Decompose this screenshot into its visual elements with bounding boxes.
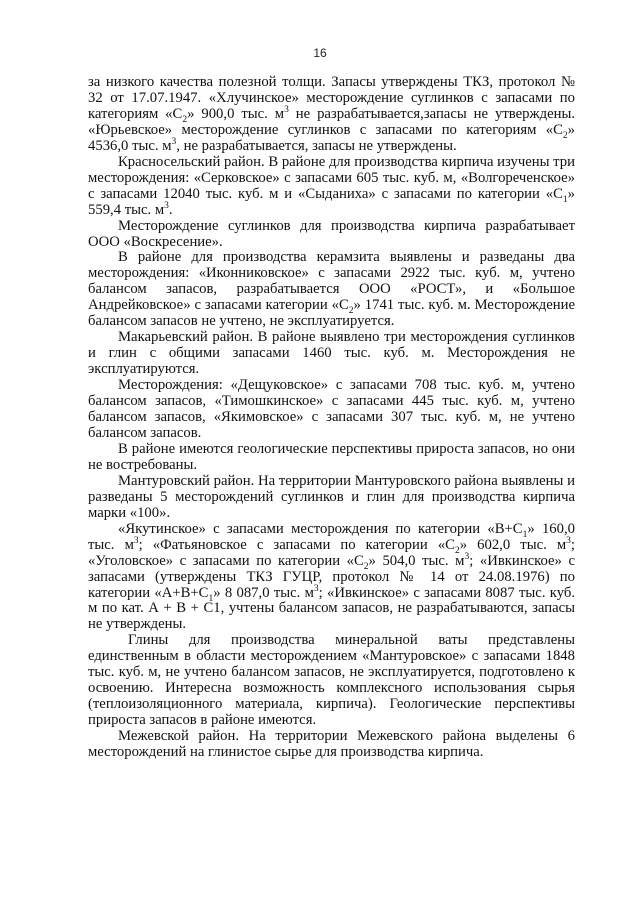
page-number: 16 bbox=[313, 46, 327, 60]
paragraph-3: Месторождение суглинков для производства кирпича разрабатывает ООО «Воскресение». bbox=[88, 217, 575, 250]
paragraph-5: Макарьевский район. В районе выявлено три месторождения суглинков и глин с общими запасами 1460 тыс. куб. м. Месторождения не эксплуатируются. bbox=[88, 329, 575, 378]
paragraph-11: Межевской район. На территории Межевского района выделены 6 месторождений на глинистое сырье для производства кирпича. bbox=[88, 728, 575, 761]
paragraph-1: за низкого качества полезной толщи. Запасы утверждены ТКЗ, протокол № 32 от 17.07.1947. «Хлучинское» месторождение суглинков с запасами по категориям «$С_2$» 900,0 тыс. $м^3$ не разрабатывается,запасы не утверждены. «Юрьевское» месторождение суглинков с запасами по категориям «$С_2$» 4536,0 тыс. $м^3$, не разрабатывается, запасы не утверждены. bbox=[88, 74, 575, 154]
document-body bbox=[88, 75, 575, 761]
paragraph-4: В районе для производства керамзита выявлены и разведаны два месторождения: «Иконниковское» с запасами 2922 тыс. куб. м, учтено балансом запасов, разрабатывается ООО «РОСТ», и «Большое Андрейковское» с запасами категории «$С_2$» 1741 тыс. куб. м. Месторождение балансом запасов не учтено, не эксплуатируется. bbox=[88, 249, 575, 330]
paragraph-8: Мантуровский район. На территории Мантуровского района выявлены и разведаны 5 месторождений суглинков и глин для производства кирпича марки «100». bbox=[88, 472, 575, 521]
paragraph-10: Глины для производства минеральной ваты представлены единственным в области месторождением «Мантуровское» с запасами 1848 тыс. куб. м, не учтено балансом запасов, не эксплуатируется, подготовлено к освоению. Интересна возможность комплексного использования сырья (теплоизоляционного материала, кирпича). Геологические перспективы прироста запасов в районе имеются. bbox=[88, 632, 575, 729]
paragraph-9: «Якутинское» с запасами месторождения по категории «$В+С_1$» 160,0 тыс. $м^3$; «Фатьяновское с запасами по категории «$С_2$» 602,0 тыс. $м^3$; «Уголовское» с запасами по категории «$С_2$» 504,0 тыс. $м^3$; «Ивкинское» с запасами (утверждены ТКЗ ГУЦР, протокол № 14 от 24.08.1976) по категории «$А+В+С_1$» 8 087,0 тыс. $м^3$; «Ивкинское» с запасами 8087 тыс. куб. м по кат. А + В + С1, учтены балансом запасов, не разрабатываются, запасы не утверждены. bbox=[88, 520, 576, 633]
paragraph-2: Красносельский район. В районе для производства кирпича изучены три месторождения: «Серковское» с запасами 605 тыс. куб. м, «Волгореченское» с запасами 12040 тыс. куб. м и «Сыданиха» с запасами по категории «$С_1$» 559,4 тыс. $м^3$. bbox=[88, 153, 575, 218]
paragraph-6: Месторождения: «Дещуковское» с запасами 708 тыс. куб. м, учтено балансом запасов, «Тимошкинское» с запасами 445 тыс. куб. м, учтено балансом запасов, «Якимовское» с запасами 307 тыс. куб. м, не учтено балансом запасов. bbox=[88, 377, 575, 441]
paragraph-7: В районе имеются геологические перспективы прироста запасов, но они не востребованы. bbox=[88, 440, 575, 473]
